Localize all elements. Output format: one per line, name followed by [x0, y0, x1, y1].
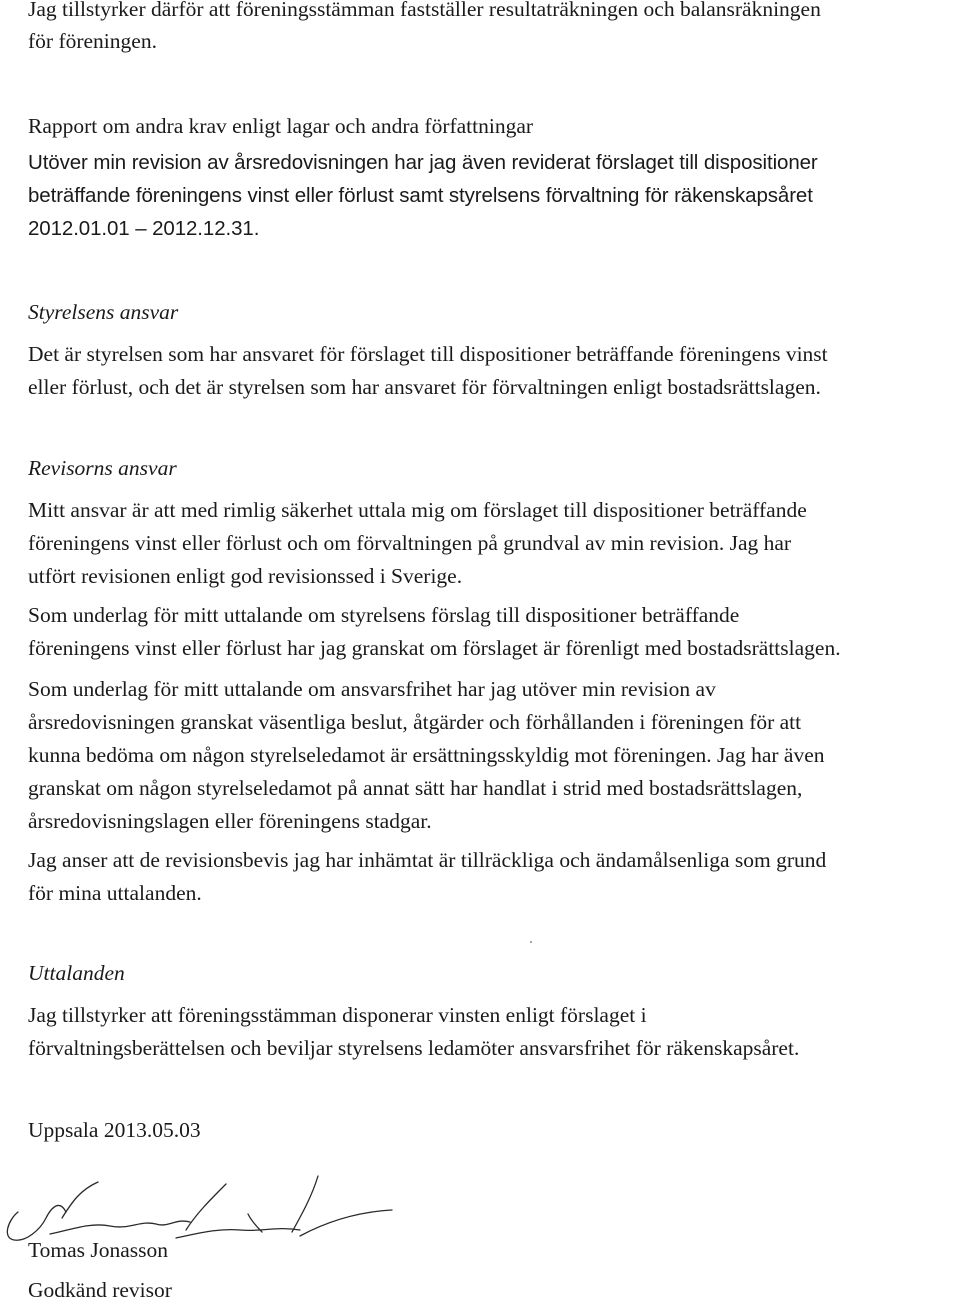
board-heading: Styrelsens ansvar	[28, 300, 179, 324]
auditor-p3-line-1: Som underlag för mitt uttalande om ansvarsfrihet har jag utöver min revision av	[28, 677, 716, 701]
statements-line-2: förvaltningsberättelsen och beviljar styrelsens ledamöter ansvarsfrihet för räkenskapsåret.	[28, 1036, 800, 1060]
signer-title: Godkänd revisor	[28, 1278, 172, 1302]
report-line-3: 2012.01.01 – 2012.12.31.	[28, 217, 260, 240]
auditor-p1-line-1: Mitt ansvar är att med rimlig säkerhet uttala mig om förslaget till dispositioner beträffande	[28, 498, 807, 522]
stray-dot	[530, 941, 532, 943]
auditor-p3-line-4: granskat om någon styrelseledamot på annat sätt har handlat i strid med bostadsrättslagen,	[28, 776, 803, 800]
place-date: Uppsala 2013.05.03	[28, 1118, 201, 1142]
board-line-2: eller förlust, och det är styrelsen som har ansvaret för förvaltningen enligt bostadsrättslagen.	[28, 375, 821, 399]
statements-line-1: Jag tillstyrker att föreningsstämman disponerar vinsten enligt förslaget i	[28, 1003, 647, 1027]
auditor-heading: Revisorns ansvar	[28, 456, 177, 480]
auditor-p2-line-2: föreningens vinst eller förlust har jag granskat om förslaget är förenligt med bostadsrättslagen.	[28, 636, 841, 660]
opening-line-2: för föreningen.	[28, 29, 157, 53]
report-line-2: beträffande föreningens vinst eller förlust samt styrelsens förvaltning för räkenskapsåret	[28, 184, 813, 207]
auditor-p1-line-2: föreningens vinst eller förlust och om förvaltningen på grundval av min revision. Jag har	[28, 531, 792, 555]
board-line-1: Det är styrelsen som har ansvaret för förslaget till dispositioner beträffande föreningens vinst	[28, 342, 828, 366]
auditor-p3-line-3: kunna bedöma om någon styrelseledamot är ersättningsskyldig mot föreningen. Jag har även	[28, 743, 825, 767]
signer-name: Tomas Jonasson	[28, 1238, 169, 1262]
report-heading: Rapport om andra krav enligt lagar och andra författningar	[28, 114, 534, 138]
auditor-p1-line-3: utfört revisionen enligt god revisionssed i Sverige.	[28, 564, 463, 588]
auditor-p3-line-2: årsredovisningen granskat väsentliga beslut, åtgärder och förhållanden i föreningen för att	[28, 710, 802, 734]
auditor-p3-line-5: årsredovisningslagen eller föreningens stadgar.	[28, 809, 432, 833]
statements-heading: Uttalanden	[28, 961, 125, 985]
auditor-p4-line-1: Jag anser att de revisionsbevis jag har inhämtat är tillräckliga och ändamålsenliga som grund	[28, 848, 827, 872]
opening-line-1: Jag tillstyrker därför att föreningsstämman fastställer resultaträkningen och balansräkningen	[28, 0, 821, 21]
report-line-1: Utöver min revision av årsredovisningen har jag även reviderat förslaget till dispositioner	[28, 151, 818, 174]
auditor-p2-line-1: Som underlag för mitt uttalande om styrelsens förslag till dispositioner beträffande	[28, 603, 740, 627]
auditor-p4-line-2: för mina uttalanden.	[28, 881, 202, 905]
